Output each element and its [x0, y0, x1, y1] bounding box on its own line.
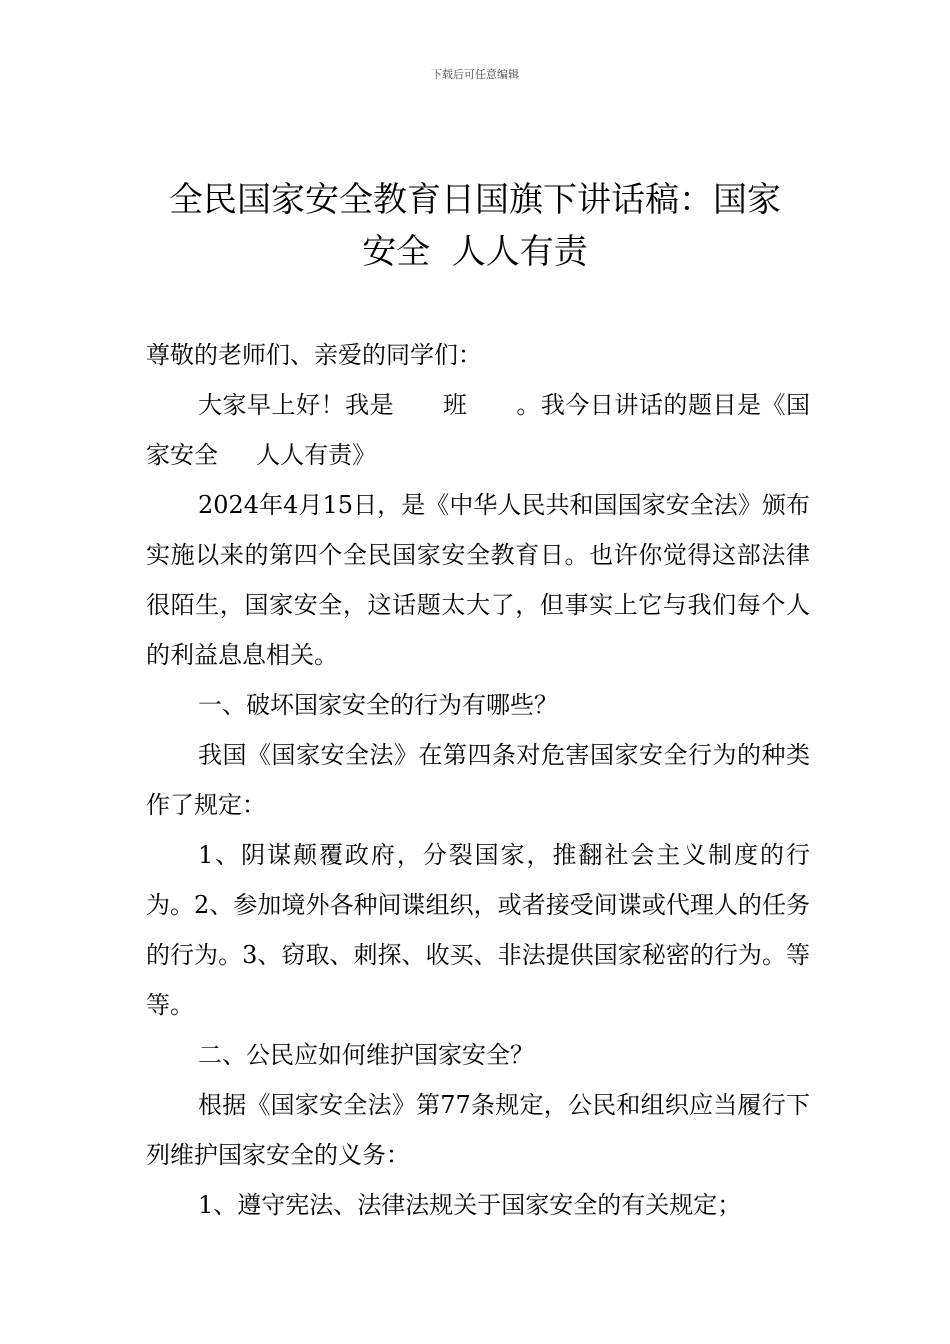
- document-body: [146, 330, 810, 1230]
- header-note: 下载后可任意编辑: [431, 68, 519, 81]
- section-heading-2: 二、公民应如何维护国家安全？: [198, 1041, 534, 1069]
- paragraph-acts-list: 1、阴谋颠覆政府，分裂国家，推翻社会主义制度的行为。2、参加境外各种间谍组织，或者接受间谍或代理人的任务的行为。3、窃取、刺探、收买、非法提供国家秘密的行为。等等。: [146, 841, 810, 1019]
- paragraph-intro: 2024年4月15日，是《中华人民共和国国家安全法》颁布实施以来的第四个全民国家安全教育日。也许你觉得这部法律很陌生，国家安全，这话题太大了，但事实上它与我们每个人的利益息息相关。: [146, 491, 810, 669]
- paragraph-law-article-77: 根据《国家安全法》第77条规定，公民和组织应当履行下列维护国家安全的义务：: [146, 1091, 810, 1169]
- document-title: [100, 174, 850, 278]
- paragraph-greeting: 大家早上好！我是 班 。我今日讲话的题目是《国家安全 人人有责》: [146, 391, 810, 469]
- salutation: 尊敬的老师们、亲爱的同学们：: [146, 341, 482, 369]
- title-line-2: 安全 人人有责: [362, 232, 588, 272]
- title-line-1: 全民国家安全教育日国旗下讲话稿：国家: [169, 180, 781, 220]
- paragraph-duty-1: 1、遵守宪法、法律法规关于国家安全的有关规定；: [198, 1191, 742, 1219]
- section-heading-1: 一、破坏国家安全的行为有哪些？: [198, 691, 558, 719]
- paragraph-law-article-4: 我国《国家安全法》在第四条对危害国家安全行为的种类作了规定：: [146, 741, 810, 819]
